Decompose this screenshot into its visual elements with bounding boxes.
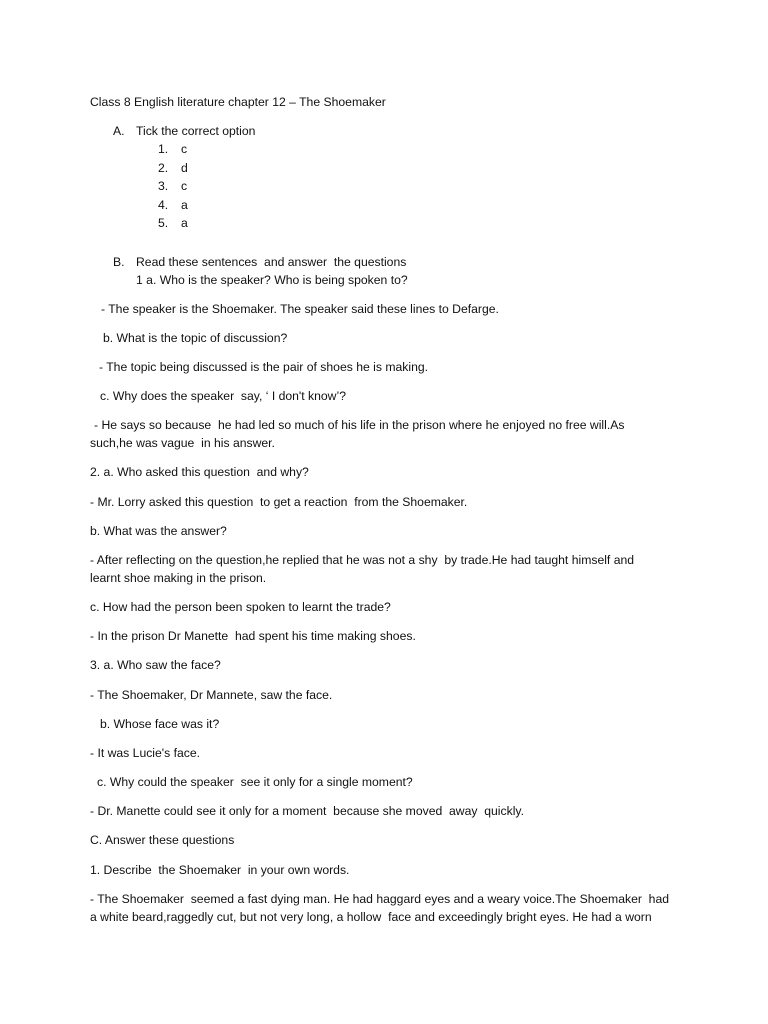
- answer-c1-line-1: - The Shoemaker seemed a fast dying man. He had haggard eyes and a weary voice.The Shoemaker had: [90, 892, 670, 906]
- answer-2b-line-1: - After reflecting on the question,he replied that he was not a shy by trade.He had taught himself and: [90, 553, 635, 567]
- option-answer: a: [181, 216, 188, 230]
- option-number: 4.: [158, 198, 169, 212]
- question-3b: b. Whose face was it?: [100, 717, 220, 731]
- question-2a: 2. a. Who asked this question and why?: [90, 465, 309, 479]
- answer-1c-line-2: such,he was vague in his answer.: [90, 436, 275, 450]
- section-c-heading: C. Answer these questions: [90, 833, 235, 847]
- answer-3b: - It was Lucie's face.: [90, 746, 201, 760]
- option-answer: c: [181, 142, 188, 156]
- option-number: 3.: [158, 179, 169, 193]
- answer-2b-line-2: learnt shoe making in the prison.: [90, 571, 267, 585]
- question-1b: b. What is the topic of discussion?: [103, 331, 288, 345]
- answer-1c-line-1: - He says so because he had led so much of his life in the prison where he enjoyed no free will.As: [94, 418, 625, 432]
- answer-1a: - The speaker is the Shoemaker. The speaker said these lines to Defarge.: [101, 302, 499, 316]
- section-a-marker: A.: [113, 124, 125, 138]
- option-answer: a: [181, 198, 188, 212]
- option-answer: d: [181, 161, 188, 175]
- answer-c1-line-2: a white beard,raggedly cut, but not very long, a hollow face and exceedingly bright eyes. He had a worn: [90, 910, 652, 924]
- section-a-heading: Tick the correct option: [136, 124, 256, 138]
- document-title: Class 8 English literature chapter 12 – The Shoemaker: [90, 95, 386, 109]
- section-b-heading: Read these sentences and answer the questions: [136, 255, 407, 269]
- question-1c: c. Why does the speaker say, ‘ I don't know’?: [100, 389, 346, 403]
- option-answer: c: [181, 179, 188, 193]
- option-number: 1.: [158, 142, 169, 156]
- answer-2a: - Mr. Lorry asked this question to get a reaction from the Shoemaker.: [90, 495, 468, 509]
- section-b-marker: B.: [113, 255, 125, 269]
- answer-2c: - In the prison Dr Manette had spent his time making shoes.: [90, 629, 416, 643]
- question-3c: c. Why could the speaker see it only for a single moment?: [97, 775, 413, 789]
- answer-3c: - Dr. Manette could see it only for a moment because she moved away quickly.: [90, 804, 524, 818]
- question-2b: b. What was the answer?: [90, 524, 227, 538]
- question-3a: 3. a. Who saw the face?: [90, 658, 221, 672]
- question-2c: c. How had the person been spoken to learnt the trade?: [90, 600, 391, 614]
- question-c1: 1. Describe the Shoemaker in your own words.: [90, 863, 350, 877]
- question-1a: 1 a. Who is the speaker? Who is being spoken to?: [136, 273, 408, 287]
- option-number: 2.: [158, 161, 169, 175]
- answer-1b: - The topic being discussed is the pair of shoes he is making.: [99, 360, 429, 374]
- answer-3a: - The Shoemaker, Dr Mannete, saw the face.: [90, 688, 333, 702]
- option-number: 5.: [158, 216, 169, 230]
